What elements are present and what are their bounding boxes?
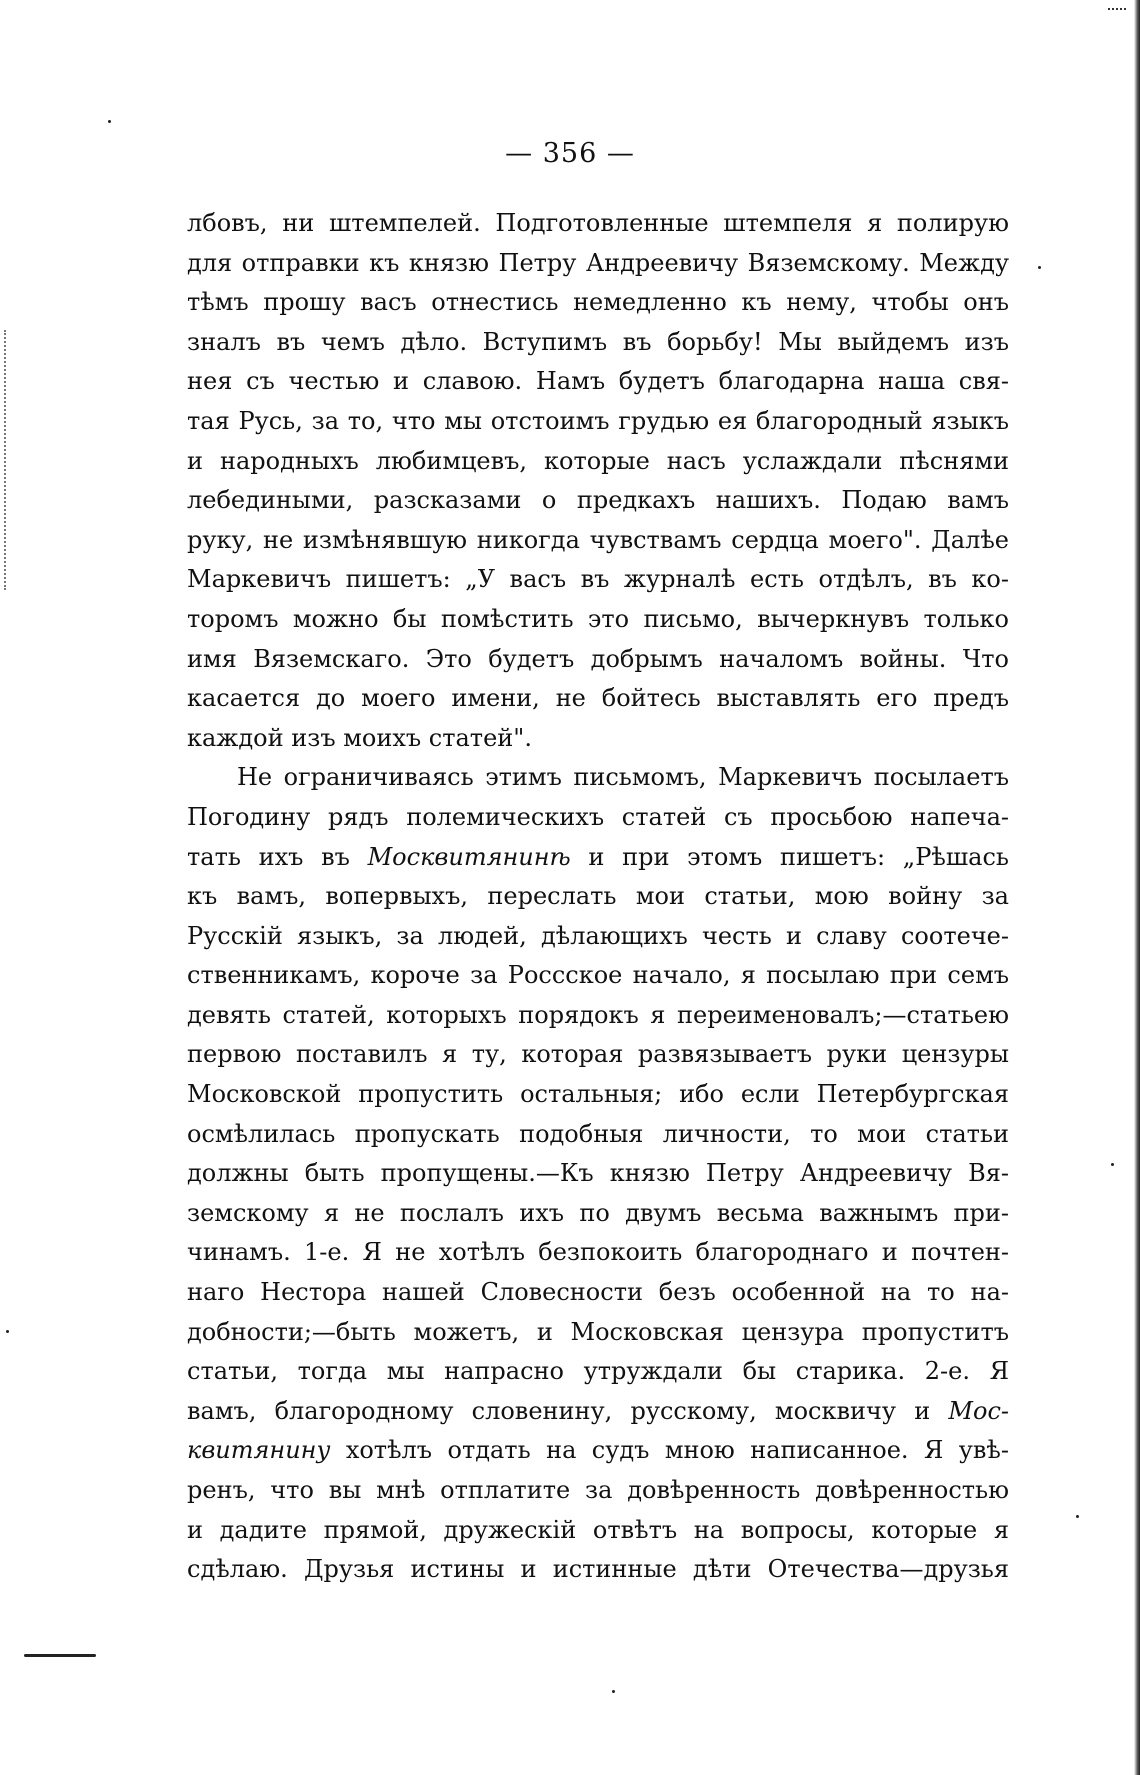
text-line: имя Вяземскаго. Это будетъ добрымъ началомъ войны. Что [187,644,1009,673]
speck [612,1690,615,1693]
text-line: для отправки къ князю Петру Андреевичу Вяземскому. Между [187,248,1009,277]
text-line: осмѣлилась пропускать подобныя личности, то мои статьи [187,1119,1009,1148]
text-line [187,1431,1009,1471]
text-line: девять статей, которыхъ порядокъ я переименовалъ;—статьею [187,1000,1009,1029]
text-line: торомъ можно бы помѣстить это письмо, вычеркнувъ только [187,604,1009,633]
text-line: должны быть пропущены.—Къ князю Петру Андреевичу Вя- [187,1159,1009,1188]
italic-title: Мос- [948,1396,1009,1425]
speck [108,120,111,123]
text-line: Московской пропустить остальныя; ибо если Петербургская [187,1080,1009,1109]
text-line: Погодину рядъ полемическихъ статей съ просьбою напеча- [187,802,1009,831]
text-line: ренъ, что вы мнѣ отплатите за довѣренность довѣренностью [187,1476,1009,1504]
text-line: и дадите прямой, дружескій отвѣтъ на вопросы, которые я [187,1515,1009,1544]
text-line: тая Русь, за то, что мы отстоимъ грудью ея благородный языкъ [187,406,1009,435]
text-line: каждой изъ моихъ статей". [187,723,532,752]
text-line: статьи, тогда мы напрасно утруждали бы старика. 2-е. Я [187,1357,1009,1386]
text-segment: хотѣлъ отдать на судъ мною написанное. Я увѣ- [330,1436,1009,1465]
text-line: тѣмъ прошу васъ отнестись немедленно къ нему, чтобы онъ [187,288,1009,317]
text-line [187,1392,1009,1432]
text-line: добности;—быть можетъ, и Московская цензура пропуститъ [187,1317,1009,1346]
text-line: ственникамъ, короче за Россское начало, я посылаю при семъ [187,961,1009,990]
text-segment: и при этомъ пишетъ: „Рѣшась [570,842,1009,871]
text-segment: вамъ, благородному словенину, русскому, москвичу и [187,1396,949,1425]
page-number: — 356 — [505,138,635,169]
text-line: чинамъ. 1-е. Я не хотѣлъ безпокоить благороднаго и почтен- [187,1238,1009,1267]
left-margin-specks [4,330,10,590]
text-line: земскому я не послалъ ихъ по двумъ весьма важнымъ при- [187,1198,1009,1227]
text-line: лебедиными, разсказами о предкахъ нашихъ. Подаю вамъ [187,486,1009,515]
body-text [187,204,1009,1590]
text-line: Не ограничиваясь этимъ письмомъ, Маркевичъ посылаетъ [237,763,1009,792]
text-line: нея съ честью и славою. Намъ будетъ благодарна наша свя- [187,367,1009,396]
text-line: зналъ въ чемъ дѣло. Вступимъ въ борьбу! Мы выйдемъ изъ [187,327,1009,356]
text-line: Русскій языкъ, за людей, дѣлающихъ честь и славу соотече- [187,921,1009,950]
text-line: первою поставилъ я ту, которая развязываетъ руки цензуры [187,1040,1009,1069]
italic-title: квитянину [187,1436,331,1465]
text-line: и народныхъ любимцевъ, которые насъ услаждали пѣснями [187,446,1009,475]
text-line: сдѣлаю. Друзья истины и истинные дѣти Отечества—друзья [187,1555,1009,1584]
speck [1111,1163,1114,1166]
text-segment: тать ихъ въ [187,842,368,871]
text-line [187,838,1009,878]
text-line: наго Нестора нашей Словесности безъ особенной на то на- [187,1278,1009,1307]
text-line: касается до моего имени, не бойтесь выставлять его предъ [187,684,1009,713]
corner-mark [1108,0,1126,10]
text-line: лбовъ, ни штемпелей. Подготовленные штемпеля я полирую [187,209,1009,237]
speck [6,1330,9,1333]
italic-title: Москвитянинѣ [367,842,571,871]
bottom-left-smudge [24,1654,96,1657]
text-line: Маркевичъ пишетъ: „У васъ въ журналѣ есть отдѣлъ, въ ко- [187,565,1009,594]
text-line: къ вамъ, вопервыхъ, переслать мои статьи, мою войну за [187,882,1009,911]
page-right-edge [1134,0,1140,1775]
text-line: руку, не измѣнявшую никогда чувствамъ сердца моего". Далѣе [187,525,1009,554]
speck [1038,266,1041,269]
speck [1076,1515,1079,1518]
